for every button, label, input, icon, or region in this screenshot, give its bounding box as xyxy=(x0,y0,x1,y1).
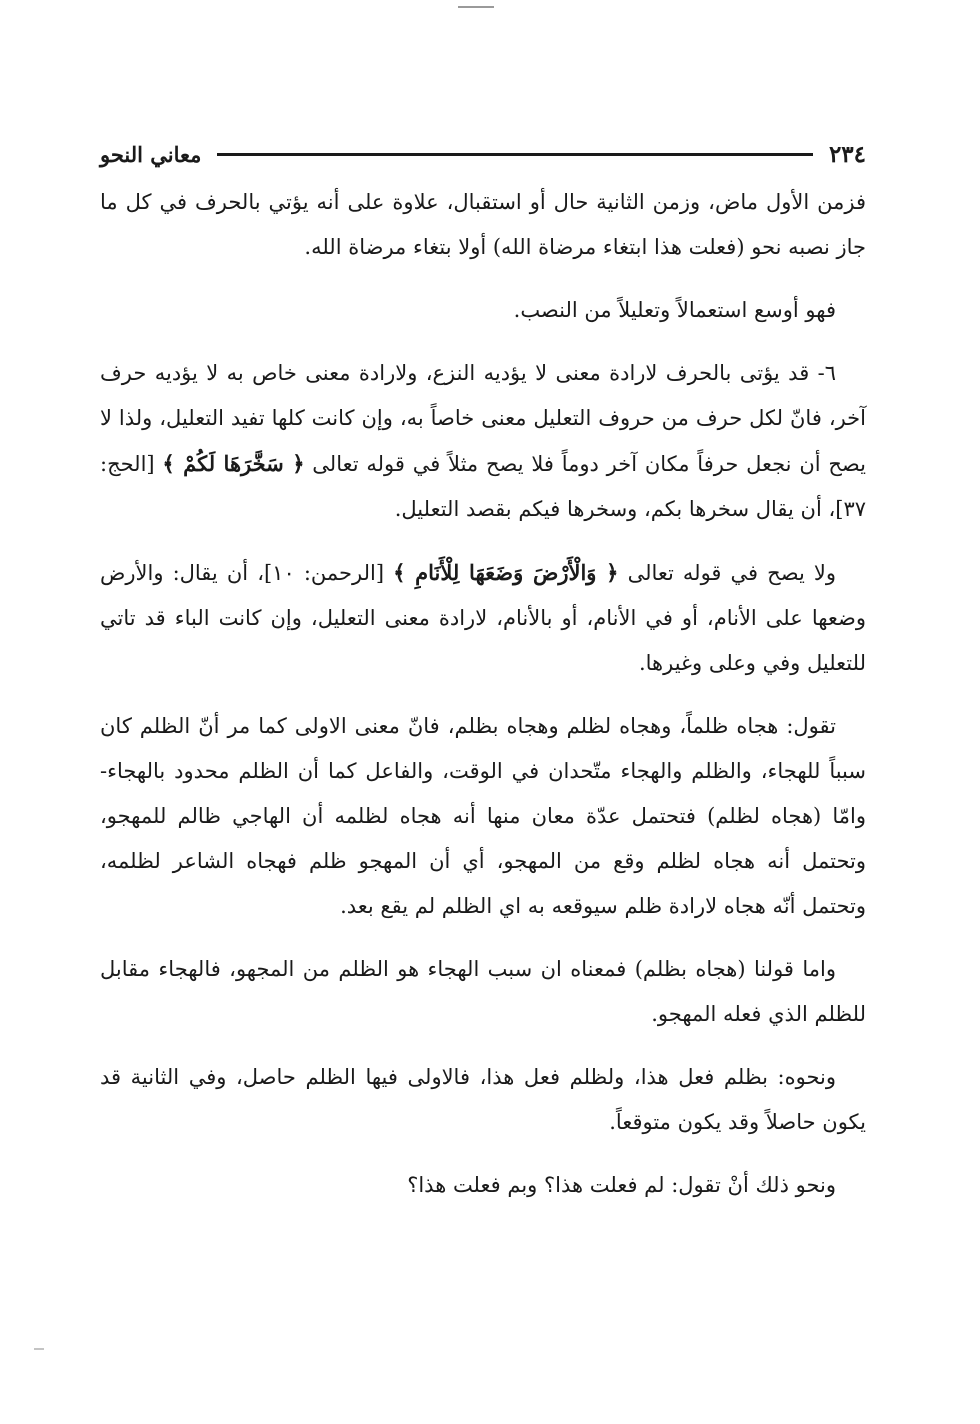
paragraph-4-start: ولا يصح في قوله تعالى xyxy=(627,561,836,585)
paragraph-3-text: ٦- قد يؤتى بالحرف لارادة معنى لا يؤديه النزع، ولارادة معنى خاص به لا يؤديه حرف آخر، فانّ لكل حرف من حروف التعليل معنى خاصاً به، وإن كانت كلها تفيد التعليل، ولذا لا يصح أن نجعل حرفاً مكان آخر دوماً فلا يصح مثلاً في قوله تعالى xyxy=(100,361,866,476)
paragraph-1: فزمن الأول ماض، وزمن الثانية حال أو استقبال، علاوة على أنه يؤتي بالحرف في كل ما جاز نصبه نحو (فعلت هذا ابتغاء مرضاة الله) أولا بتغاء مرضاة الله. xyxy=(100,190,866,259)
running-title: معاني النحو xyxy=(100,141,202,167)
page-number: ٢٣٤ xyxy=(828,140,866,168)
paragraph-7: ونحوه: بظلم فعل هذا، ولظلم فعل هذا، فالاولى فيها الظلم حاصل، وفي الثانية قد يكون حاصلاً وقد يكون متوقعاً. xyxy=(100,1065,866,1134)
scan-corner-mark xyxy=(34,1348,44,1350)
top-edge-mark xyxy=(458,6,494,8)
paragraph-6: واما قولنا (هجاه بظلم) فمعناه ان سبب الهجاء هو الظلم من المجهو، فالهجاء مقابل للظلم الذي فعله المهجو. xyxy=(100,957,866,1026)
header-rule xyxy=(217,153,813,156)
quran-verse-1: ﴿ سَخَّرَهَا لَكُمْ ﴾ xyxy=(162,451,305,476)
quran-verse-2: ﴿ وَالْأَرْضَ وَضَعَهَا لِلْأَنَامِ ﴾ xyxy=(393,560,619,585)
paragraph-4 xyxy=(100,550,866,686)
paragraph-3 xyxy=(100,351,866,532)
paragraph-5: تقول: هجاه ظلماً، وهجاه لظلم وهجاه بظلم، فانّ معنى الاولى كما مر أنّ الظلم كان سبباً للهجاء، والظلم والهجاء متّحدان في الوقت، والفاعل كما أن الظلم محدود بالهجاء- وامّا (هجاه لظلم) فتحتمل عدّة معان منها أنه هجاه لظلمه أن الهاجي ظالم للمهجو، وتحتمل أنه هجاه لظلم وقع من المهجو، أي أن المهجو ظلم فهجاه الشاعر لظلمه، وتحتمل أنّه هجاه لارادة ظلم سيوقعه به اي الظلم لم يقع بعد. xyxy=(100,714,866,918)
paragraph-2: فهو أوسع استعمالاً وتعليلاً من النصب. xyxy=(513,298,836,322)
paragraph-8: ونحو ذلك أنْ تقول: لم فعلت هذا؟ وبم فعلت هذا؟ xyxy=(407,1173,836,1197)
paragraph-3-end: [الحج: ٣٧]، أن يقال سخرها بكم، وسخرها فيكم بقصد التعليل. xyxy=(100,452,866,521)
paragraph-4-end: [الرحمن: ١٠]، أن يقال: والأرض وضعها على الأنام، أو في الأنام، أو بالأنام، لارادة معنى التعليل، وإن كانت الباء قد تاتي للتعليل وفي وعلى وغيرها. xyxy=(100,561,866,675)
page-header xyxy=(100,134,866,174)
page-body xyxy=(100,180,866,1226)
